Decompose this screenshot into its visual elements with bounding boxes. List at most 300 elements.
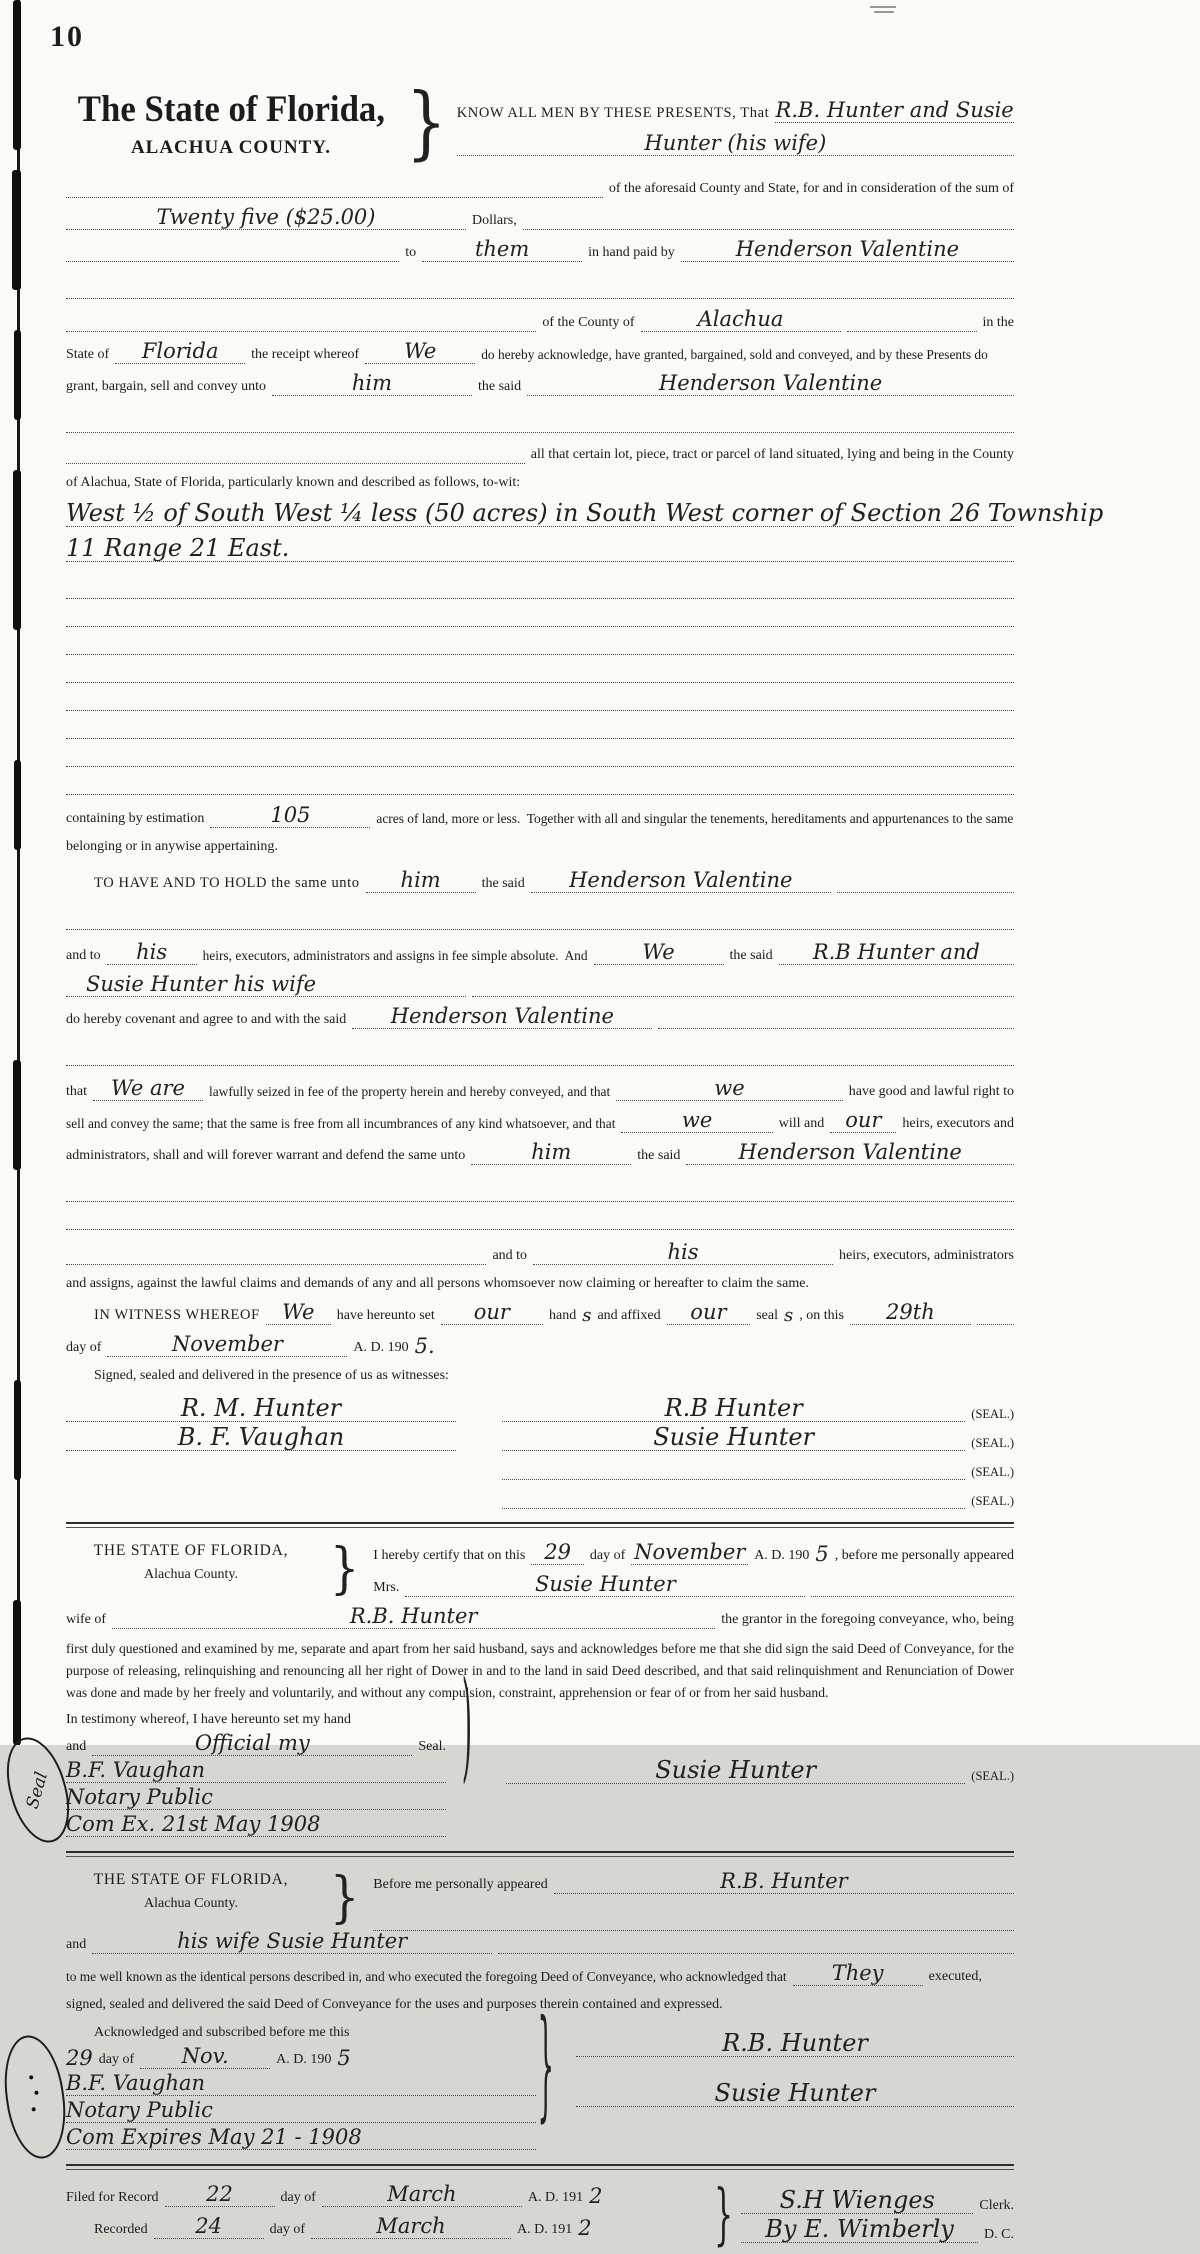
handwritten-him: him <box>531 1140 572 1164</box>
handwritten-filed-month: March <box>387 2182 457 2206</box>
witness-signatures <box>66 1394 456 1510</box>
seal-word-label: Seal. <box>418 1739 446 1754</box>
form-line <box>66 239 1014 262</box>
acknowledge-text: do hereby acknowledge, have granted, bargained, sold and conveyed, and by these Presents do <box>481 347 988 362</box>
handwritten-dower-signature: Susie Hunter <box>655 1756 817 1784</box>
binding-mark <box>14 1380 21 1480</box>
handwritten-rec-year: 2 <box>578 2216 592 2240</box>
the-said-label: the said <box>637 1148 681 1163</box>
grantor-signature-row <box>502 1394 1014 1422</box>
handwritten-his: his <box>136 940 168 964</box>
handwritten-grantors-1: R.B. Hunter and Susie <box>775 98 1014 122</box>
day-slot <box>531 1542 584 1565</box>
to-have-label: TO HAVE AND TO HOLD the same unto <box>94 875 360 891</box>
form-line <box>66 837 1014 856</box>
handwritten-ack-signature-1: R.B. Hunter <box>722 2029 868 2057</box>
will-and-label: will and <box>778 1116 825 1131</box>
blank-dotted-line <box>373 1903 1014 1931</box>
deed-content <box>22 0 1104 2254</box>
ack-signer-slot <box>576 2031 1014 2057</box>
grantors-slot-2 <box>66 974 466 997</box>
blank-slot <box>66 1264 486 1265</box>
presence-text: Signed, sealed and delivered in the presence of us as witnesses: <box>94 1368 449 1383</box>
seized-text: lawfully seized in fee of the property herein and hereby conveyed, and that <box>209 1084 611 1099</box>
signature-area <box>66 1394 1014 1510</box>
handwritten-commission: Com Ex. 21st May 1908 <box>66 1812 321 1836</box>
our-slot <box>441 1302 543 1325</box>
our-slot-2 <box>667 1302 751 1325</box>
belonging-text: belonging or in anywise appertaining. <box>66 839 278 854</box>
blank-slot <box>472 996 1014 997</box>
handwritten-his: his <box>667 1240 699 1264</box>
containing-label: containing by estimation <box>66 811 205 826</box>
blank-dotted-line <box>66 1174 1014 1202</box>
handwritten-filed-day: 22 <box>206 2182 233 2206</box>
dower-signature-col <box>446 1710 1014 1785</box>
handwritten-notary-name: B.F. Vaughan <box>66 2071 206 2095</box>
page-number: 10 <box>50 20 84 53</box>
handwritten-our: our <box>690 1300 727 1324</box>
blank-slot <box>977 1324 1014 1325</box>
they-slot <box>793 1963 923 1986</box>
form-line <box>66 1814 446 1837</box>
presents-block <box>457 88 1014 165</box>
handwritten-rec-month: March <box>376 2214 446 2238</box>
handwritten-him: him <box>351 371 393 395</box>
seal-label: (SEAL.) <box>971 1494 1014 1508</box>
blank-dotted-line <box>66 599 1014 627</box>
convey-slot <box>272 373 472 396</box>
handwritten-name-1: R.B. Hunter <box>720 1869 848 1893</box>
containing-text: acres of land, more or less. Together with all and singular the tenements, hereditaments and appurtenances to the same <box>376 811 1014 826</box>
described-text: of Alachua, State of Florida, particularly known and described as follows, to-wit: <box>66 475 521 490</box>
county-label: of the County of <box>542 315 635 330</box>
signer-slot <box>502 1425 965 1451</box>
sell-text: sell and convey the same; that the same is free from all incumbrances of any kind whatsoever, and that <box>66 1116 616 1131</box>
form-line <box>373 1871 1014 1894</box>
name2-slot <box>92 1931 492 1954</box>
form-line <box>66 1760 446 1783</box>
binding-mark <box>13 470 21 630</box>
handwritten-deputy-signature: By E. Wimberly <box>765 2215 954 2243</box>
handwritten-grantee: Henderson Valentine <box>569 868 793 892</box>
form-line <box>66 2100 536 2123</box>
commission-slot <box>66 1814 446 1837</box>
the-said-label: the said <box>477 379 522 394</box>
blank-dotted-line <box>66 655 1014 683</box>
state-title: The State of Florida, <box>77 89 385 130</box>
executed-label: executed, <box>928 1969 982 1984</box>
mrs-label: Mrs. <box>373 1580 400 1595</box>
form-line <box>66 309 1014 332</box>
and-label: and <box>66 1739 87 1754</box>
admin-text: administrators, shall and will forever warrant and defend the same unto <box>66 1148 466 1163</box>
blank-dotted-line <box>66 711 1014 739</box>
dower-section-header <box>66 1535 1014 1606</box>
we-slot <box>594 942 724 965</box>
witness-signature-row <box>66 1423 456 1451</box>
deputy-label: D. C. <box>984 2227 1014 2242</box>
grantor-signature-row <box>502 1423 1014 1451</box>
grantor-signature-row <box>502 1481 1014 1509</box>
blank-dotted-line <box>66 405 1014 433</box>
filing-brace: } <box>714 2177 734 2254</box>
handwritten-grantee: Henderson Valentine <box>738 1140 962 1164</box>
name1-slot <box>554 1871 1014 1894</box>
handwritten-we: We <box>642 940 675 964</box>
day-of-label: day of <box>269 2222 306 2237</box>
filing-dates-block <box>66 2184 706 2241</box>
deed-header <box>66 76 1014 170</box>
handwritten-year: 5 <box>337 2046 351 2070</box>
form-line <box>66 1110 1014 1133</box>
blank-slot <box>66 331 536 332</box>
commission-slot <box>66 2127 536 2150</box>
section-divider <box>66 1522 1014 1528</box>
filing-officials-block <box>741 2184 1014 2244</box>
filed-month-slot <box>322 2184 522 2207</box>
filing-section <box>66 2177 1014 2254</box>
and-label: and <box>66 1937 87 1952</box>
covenant-label: do hereby covenant and agree to and with the said <box>66 1012 347 1027</box>
handwritten-notary-name: B.F. Vaughan <box>66 1758 206 1782</box>
on-this-label: , on this <box>799 1308 844 1323</box>
we-slot <box>266 1302 331 1325</box>
handwritten-they: They <box>831 1961 884 1985</box>
affixed-label: and affixed <box>597 1308 661 1323</box>
grantee-slot <box>527 373 1014 396</box>
blank-dotted-line <box>66 683 1014 711</box>
wife-of-label: wife of <box>66 1612 107 1627</box>
handwritten-year: 5 <box>815 1542 829 1566</box>
payee-slot <box>422 239 582 262</box>
handwritten-our: our <box>845 1108 882 1132</box>
blank-dotted-line <box>66 271 1014 299</box>
handwritten-witness-1: R. M. Hunter <box>180 1394 342 1422</box>
form-line <box>373 1542 1014 1565</box>
handwritten-him: him <box>400 868 441 892</box>
handwritten-commission: Com Expires May 21 - 1908 <box>66 2125 362 2149</box>
handwritten-year: 5. <box>414 1334 435 1358</box>
deputy-sig-slot <box>741 2217 978 2243</box>
clerk-label: Clerk. <box>979 2198 1014 2213</box>
handwritten-clerk-signature: S.H Wienges <box>779 2186 935 2214</box>
handwritten-s: s <box>582 1305 592 1326</box>
form-line <box>94 2023 536 2042</box>
section-divider <box>66 2164 1014 2170</box>
grantors-slot <box>779 942 1014 965</box>
day-of-label: day of <box>589 1548 626 1563</box>
witness-signature-row <box>66 1394 456 1422</box>
binding-mark <box>13 1600 21 1745</box>
we-are-slot <box>93 1078 203 1101</box>
rec-day-slot <box>154 2216 264 2239</box>
subscribed-text: Acknowledged and subscribed before me this <box>94 2025 350 2040</box>
seal-label: (SEAL.) <box>971 1407 1014 1421</box>
ack-section-header <box>66 1864 1014 1931</box>
notary-name-slot <box>66 2073 536 2096</box>
notary-name-slot <box>66 1760 446 1783</box>
binding-mark <box>12 170 21 290</box>
appeared-label: , before me personally appeared <box>834 1548 1014 1563</box>
handwritten-we-are: We are <box>111 1076 185 1100</box>
handwritten-day: 29th <box>886 1300 935 1324</box>
witness-sig-slot <box>66 1396 456 1422</box>
state-county-block <box>66 1871 316 1912</box>
blank-slot <box>523 229 1014 230</box>
handwritten-ack-signature-2: Susie Hunter <box>714 2079 876 2107</box>
binding-mark <box>14 760 21 850</box>
county-line: Alachua County. <box>144 1896 238 1911</box>
to-label: to <box>405 245 417 260</box>
acres-slot <box>210 805 370 828</box>
county-subtitle: ALACHUA COUNTY. <box>130 137 332 158</box>
handwritten-official: Official my <box>194 1731 310 1755</box>
ad-label: A. D. 190 <box>276 2052 332 2067</box>
right-text: have good and lawful right to <box>848 1084 1014 1099</box>
handwritten-s: s <box>784 1305 794 1326</box>
form-line <box>66 2184 706 2207</box>
binding-mark <box>13 1060 21 1170</box>
form-line <box>66 473 1014 492</box>
section-brace: } <box>330 1864 360 1930</box>
the-said-label: the said <box>729 948 773 963</box>
in-witness-label: IN WITNESS WHEREOF <box>94 1307 260 1323</box>
state-headline: THE STATE OF FLORIDA, <box>93 1542 289 1559</box>
form-line <box>66 1006 1014 1029</box>
deputy-signature-row <box>741 2215 1014 2243</box>
handwritten-grantors-2: Hunter (his wife) <box>644 131 827 155</box>
handwritten-we: we <box>681 1108 713 1132</box>
blank-slot <box>811 1596 1014 1597</box>
filed-day-slot <box>165 2184 275 2207</box>
form-line <box>66 1242 1014 1265</box>
form-line <box>94 870 1014 893</box>
payer-slot <box>681 239 1014 262</box>
form-line <box>66 536 1014 562</box>
blank-dotted-line <box>66 1038 1014 1066</box>
form-line <box>66 1963 1014 1986</box>
form-line <box>66 1787 446 1810</box>
wife-name-slot <box>405 1574 805 1597</box>
form-line <box>66 1334 1014 1357</box>
before-label: Before me personally appeared <box>373 1877 548 1892</box>
we-slot <box>616 1078 843 1101</box>
and-to-label: and to <box>66 948 101 963</box>
known-text: to me well known as the identical persons described in, and who executed the foregoing Deed of Conveyance, who acknowledged that <box>66 1969 787 1984</box>
form-line <box>66 1142 1014 1165</box>
testimony-block <box>22 1660 472 1839</box>
grantee-slot <box>686 1142 1014 1165</box>
handwritten-filed-year: 2 <box>589 2184 603 2208</box>
form-line <box>66 2046 536 2069</box>
form-line <box>94 2216 706 2239</box>
ad-label: A. D. 191 <box>517 2222 573 2237</box>
form-line <box>373 1574 1014 1597</box>
handwritten-husband-name: R.B. Hunter <box>349 1604 478 1628</box>
blank-slot <box>847 331 977 332</box>
know-all-label: KNOW ALL MEN BY THESE PRESENTS, That <box>456 105 770 121</box>
ack-signer-slot <box>576 2081 1014 2107</box>
official-slot <box>92 1733 412 1756</box>
blank-dotted-line <box>66 571 1014 599</box>
notary-title-slot <box>66 1787 446 1810</box>
heirs-text: heirs, executors, administrators and assigns in fee simple absolute. And <box>202 948 588 963</box>
form-line <box>66 1710 446 1729</box>
handwritten-signer-1: R.B Hunter <box>664 1394 803 1422</box>
blank-dotted-line <box>66 767 1014 795</box>
month-slot <box>140 2046 270 2069</box>
handwritten-grantor-names: R.B Hunter and <box>812 940 980 964</box>
amount-slot <box>66 207 466 230</box>
handwritten-name-2: his wife Susie Hunter <box>177 1929 408 1953</box>
handwritten-month: Nov. <box>181 2044 229 2068</box>
handwritten-we: We <box>282 1300 315 1324</box>
dower-signer-slot <box>506 1758 965 1784</box>
dower-certify-block <box>373 1542 1014 1606</box>
form-line <box>66 974 1014 997</box>
handwritten-grantee: Henderson Valentine <box>658 371 883 395</box>
witness-sig-slot <box>66 1425 456 1451</box>
we-slot <box>621 1110 772 1133</box>
ack-before-block <box>373 1871 1014 1931</box>
handwritten-acres: 105 <box>270 803 311 827</box>
form-line <box>66 805 1014 828</box>
handwritten-rec-day: 24 <box>195 2214 223 2238</box>
husband-name-slot <box>112 1606 715 1629</box>
blank-slot <box>66 463 525 464</box>
section-divider <box>66 1851 1014 1857</box>
receipt-label: the receipt whereof <box>251 347 360 362</box>
handwritten-notary-title: Notary Public <box>66 1785 213 1809</box>
grantors-slot-2 <box>457 133 1014 156</box>
situated-text: all that certain lot, piece, tract or parcel of land situated, lying and being in the County <box>530 447 1014 462</box>
form-line <box>66 1274 1014 1293</box>
day-slot <box>850 1302 971 1325</box>
form-line <box>457 133 1014 156</box>
in-the-label: in the <box>982 315 1014 330</box>
seal-label: (SEAL.) <box>971 1436 1014 1450</box>
form-line <box>66 1733 446 1756</box>
form-line <box>94 1366 1014 1385</box>
blank-dotted-line <box>66 627 1014 655</box>
seal-label: (SEAL.) <box>971 1769 1014 1783</box>
county-slot <box>641 309 841 332</box>
form-line <box>66 445 1014 464</box>
handwritten-we: we <box>714 1076 745 1100</box>
handwritten-notary-title: Notary Public <box>66 2098 213 2122</box>
handwritten-description-1: West ½ of South West ¼ less (50 acres) in South West corner of Section 26 Township <box>66 499 1104 527</box>
in-hand-label: in hand paid by <box>588 245 675 260</box>
handwritten-day: 29 <box>544 1540 571 1564</box>
binding-mark <box>13 0 21 150</box>
form-line <box>457 100 1014 123</box>
dower-paragraph: first duly questioned and examined by me, separate and apart from her said husband, says and acknowledges before me that she did sign the said Deed of Conveyance, for the purpose of releasing, relinquishing and renouncing all her right of Dower in and to the land in said Deed described, and that said relinquishment and Renunciation of Dower was done and made by her freely and voluntarily, and without any compulsion, constraint, apprehension or fear of or from her said husband. <box>66 1641 1014 1700</box>
handwritten-month: November <box>171 1332 283 1356</box>
handwritten-we: We <box>404 339 437 363</box>
his-slot <box>533 1242 833 1265</box>
handwritten-day: 29 <box>66 2046 93 2070</box>
testimony-brace: ) <box>461 1660 472 1798</box>
dower-signature-row <box>506 1756 1014 1784</box>
handwritten-wife-name: Susie Hunter <box>534 1572 676 1596</box>
day-of-label: day of <box>280 2190 316 2205</box>
handwritten-month: November <box>634 1540 746 1564</box>
ack-brace: } <box>537 1999 554 2137</box>
state-county-block <box>66 1542 316 1583</box>
form-line <box>66 207 1014 230</box>
blank-dotted-line <box>66 739 1014 767</box>
his-slot <box>107 942 197 965</box>
handwritten-payee: them <box>474 237 530 261</box>
form-line <box>66 2073 536 2096</box>
grantors-slot <box>775 100 1014 123</box>
ack-signature-row <box>576 2029 1014 2057</box>
handwritten-our: our <box>473 1300 510 1324</box>
binding-mark <box>14 330 21 420</box>
form-line <box>66 1606 1014 1629</box>
handwritten-county: Alachua <box>697 307 784 331</box>
day-of-label: day of <box>66 1340 102 1355</box>
form-line <box>66 373 1014 396</box>
handwritten-state: Florida <box>141 339 219 363</box>
blank-slot <box>658 1028 1014 1029</box>
ad-label: A. D. 190 <box>754 1548 810 1563</box>
county-line: Alachua County. <box>144 1567 238 1582</box>
state-label: State of <box>66 347 110 362</box>
ack-signature-col <box>576 2023 1014 2152</box>
filed-label: Filed for Record <box>66 2190 159 2205</box>
grantee-slot <box>531 870 831 893</box>
description-slot-1 <box>66 499 1104 527</box>
handwritten-seal-note: Seal <box>22 1769 53 1811</box>
handwritten-signer-2: Susie Hunter <box>653 1423 815 1451</box>
covenant-grantee-slot <box>352 1006 652 1029</box>
ad-label: A. D. 190 <box>353 1340 409 1355</box>
certify-label: I hereby certify that on this <box>373 1548 526 1563</box>
blank-slot <box>66 197 603 198</box>
heirs-text: heirs, executors and <box>902 1116 1014 1131</box>
form-line <box>66 942 1014 965</box>
form-line <box>66 179 1014 198</box>
dollars-label: Dollars, <box>472 213 517 228</box>
signer-slot <box>502 1479 965 1480</box>
hand-label: hand <box>549 1308 577 1323</box>
heirs-text: heirs, executors, administrators <box>839 1248 1014 1263</box>
handwritten-description-2: 11 Range 21 East. <box>66 534 290 562</box>
blank-slot <box>66 261 399 262</box>
unto-slot <box>366 870 476 893</box>
signer-slot <box>502 1396 965 1422</box>
header-brace: } <box>406 76 447 170</box>
month-slot <box>107 1334 347 1357</box>
description-slot-2 <box>66 536 1014 562</box>
header-state-block <box>66 88 396 159</box>
blank-slot <box>837 892 1014 893</box>
form-line <box>66 499 1104 527</box>
the-said-label: the said <box>481 876 525 891</box>
form-line <box>66 2127 536 2150</box>
handwritten-grantor-names-2: Susie Hunter his wife <box>86 972 317 996</box>
form-line <box>66 1078 1014 1101</box>
claims-text: and assigns, against the lawful claims and demands of any and all persons whomsoever now claiming or hereafter to claim the same. <box>66 1276 809 1291</box>
signer-slot <box>502 1508 965 1509</box>
notary-title-slot <box>66 2100 536 2123</box>
handwritten-witness-2: B. F. Vaughan <box>177 1423 345 1451</box>
ad-label: A. D. 191 <box>527 2190 584 2205</box>
form-line <box>94 1302 1014 1325</box>
month-slot <box>631 1542 748 1565</box>
